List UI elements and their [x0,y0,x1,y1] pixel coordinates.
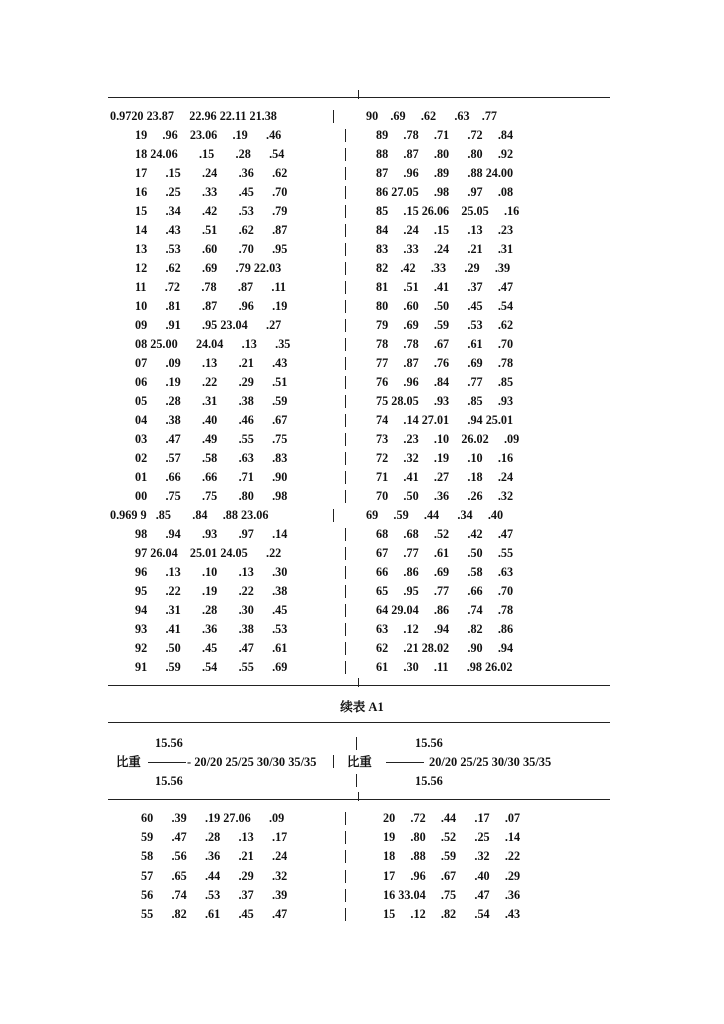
header-temp-top-right: 15.56 [415,736,443,750]
top-row-divider [345,224,346,237]
top-row-divider [345,490,346,503]
top-row-right: 88 .87 .80 .80 .92 [376,147,514,161]
top-row-divider [345,528,346,541]
top-row-left: 08 25.00 24.04 .13 .35 [135,337,291,351]
top-rule [108,97,610,98]
top-row-right: 62 .21 28.02 .90 .94 [376,641,514,655]
top-row-divider [345,566,346,579]
bottom-row-divider [345,831,346,844]
top-row-divider [345,243,346,256]
top-row-left: 93 .41 .36 .38 .53 [135,622,288,636]
top-row-right: 63 .12 .94 .82 .86 [376,622,514,636]
top-row-left: 01 .66 .66 .71 .90 [135,470,288,484]
header-divider-bottom [356,774,357,787]
header-temp-bottom-left: 15.56 [155,774,183,788]
header-fraction-line-right [386,762,424,763]
top-table-bottom-rule [108,685,610,686]
top-row-right: 84 .24 .15 .13 .23 [376,223,514,237]
top-row-left: 0.9720 23.87 22.96 22.11 21.38 [110,109,277,123]
header-divider-mid [333,755,334,768]
top-row-divider [345,186,346,199]
top-row-right: 65 .95 .77 .66 .70 [376,584,514,598]
top-row-divider [333,110,334,123]
top-row-divider [345,262,346,275]
top-row-divider [345,433,346,446]
top-row-left: 96 .13 .10 .13 .30 [135,565,288,579]
top-row-right: 70 .50 .36 .26 .32 [376,489,514,503]
top-row-divider [345,205,346,218]
top-row-left: 13 .53 .60 .70 .95 [135,242,288,256]
top-row-left: 02 .57 .58 .63 .83 [135,451,288,465]
top-row-divider [345,148,346,161]
top-row-right: 69 .59 .44 .34 .40 [366,508,504,522]
top-row-left: 17 .15 .24 .36 .62 [135,166,288,180]
top-row-right: 68 .68 .52 .42 .47 [376,527,514,541]
top-row-left: 09 .91 .95 23.04 .27 [135,318,282,332]
top-row-divider [345,642,346,655]
top-row-divider [345,623,346,636]
bottom-row-right: 20 .72 .44 .17 .07 [383,811,521,825]
top-row-right: 67 .77 .61 .50 .55 [376,546,514,560]
top-row-right: 79 .69 .59 .53 .62 [376,318,514,332]
top-row-divider [345,604,346,617]
top-row-left: 11 .72 .78 .87 .11 [135,280,286,294]
top-row-right: 87 .96 .89 .88 24.00 [376,166,514,180]
header-temp-top-left: 15.56 [155,736,183,750]
header-divider-top [356,737,357,750]
top-row-right: 72 .32 .19 .10 .16 [376,451,514,465]
top-row-divider [345,129,346,142]
bottom-row-divider [345,870,346,883]
top-row-divider [345,585,346,598]
top-row-divider [333,509,334,522]
header-columns-left: - 20/20 25/25 30/30 35/35 [187,755,317,769]
top-row-left: 97 26.04 25.01 24.05 .22 [135,546,282,560]
top-row-divider [345,338,346,351]
bottom-row-left: 57 .65 .44 .29 .32 [141,868,288,883]
header-bottom-tick [358,792,359,801]
top-row-left: 03 .47 .49 .55 .75 [135,432,288,446]
top-row-right: 76 .96 .84 .77 .85 [376,375,514,389]
top-row-right: 83 .33 .24 .21 .31 [376,242,514,256]
top-row-left: 06 .19 .22 .29 .51 [135,375,288,389]
bottom-row-right: 16 33.04 .75 .47 .36 [383,887,521,902]
top-row-left: 92 .50 .45 .47 .61 [135,641,288,655]
top-row-right: 73 .23 .10 26.02 .09 [376,432,520,446]
top-row-left: 19 .96 23.06 .19 .46 [135,128,282,142]
top-row-right: 81 .51 .41 .37 .47 [376,280,514,294]
header-label-right: 比重 [347,755,372,769]
top-row-right: 85 .15 26.06 25.05 .16 [376,204,520,218]
top-row-right: 64 29.04 .86 .74 .78 [376,603,514,617]
top-row-divider [345,452,346,465]
top-row-right: 77 .87 .76 .69 .78 [376,356,514,370]
bottom-row-left: 58 .56 .36 .21 .24 [141,849,288,864]
top-row-left: 91 .59 .54 .55 .69 [135,660,288,674]
top-row-left: 12 .62 .69 .79 22.03 [135,261,282,275]
top-row-left: 04 .38 .40 .46 .67 [135,413,288,427]
top-row-divider [345,661,346,674]
top-row-divider [345,414,346,427]
header-top-rule [108,722,610,723]
top-row-right: 71 .41 .27 .18 .24 [376,470,514,484]
top-row-divider [345,300,346,313]
top-row-right: 86 27.05 .98 .97 .08 [376,185,514,199]
top-row-divider [345,471,346,484]
header-columns-right: 20/20 25/25 30/30 35/35 [429,755,552,769]
top-row-left: 95 .22 .19 .22 .38 [135,584,288,598]
bottom-row-divider [345,812,346,825]
top-row-right: 66 .86 .69 .58 .63 [376,565,514,579]
top-row-divider [345,357,346,370]
top-row-divider [345,376,346,389]
header-fraction-line-left [148,762,186,763]
header-temp-bottom-right: 15.56 [415,774,443,788]
top-row-left: 07 .09 .13 .21 .43 [135,356,288,370]
top-row-right: 78 .78 .67 .61 .70 [376,337,514,351]
bottom-row-left: 55 .82 .61 .45 .47 [141,907,288,921]
top-row-left: 18 24.06 .15 .28 .54 [135,147,285,161]
top-row-divider [345,319,346,332]
bottom-row-right: 15 .12 .82 .54 .43 [383,907,521,921]
bottom-row-left: 60 .39 .19 27.06 .09 [141,811,285,825]
top-row-divider [345,167,346,180]
bottom-row-divider [345,889,346,902]
top-row-left: 0.969 9 .85 .84 .88 23.06 [110,508,269,522]
header-label-left: 比重 [116,755,141,769]
bottom-row-left: 59 .47 .28 .13 .17 [141,830,288,845]
bottom-row-right: 18 .88 .59 .32 .22 [383,849,521,864]
top-row-left: 15 .34 .42 .53 .79 [135,204,288,218]
bottom-row-divider [345,850,346,863]
top-row-left: 16 .25 .33 .45 .70 [135,185,288,199]
top-row-divider [345,281,346,294]
top-row-left: 10 .81 .87 .96 .19 [135,299,288,313]
top-row-left: 14 .43 .51 .62 .87 [135,223,288,237]
top-row-left: 00 .75 .75 .80 .98 [135,489,288,503]
table-caption: 续表 A1 [340,700,384,714]
bottom-row-right: 17 .96 .67 .40 .29 [383,868,521,883]
top-table-bottom-tick [358,678,359,687]
top-rule-tick [358,90,359,99]
top-row-left: 05 .28 .31 .38 .59 [135,394,288,408]
top-row-right: 82 .42 .33 .29 .39 [376,261,511,275]
top-row-left: 94 .31 .28 .30 .45 [135,603,288,617]
header-bottom-rule [108,799,610,800]
top-row-right: 74 .14 27.01 .94 25.01 [376,413,514,427]
bottom-row-right: 19 .80 .52 .25 .14 [383,830,521,845]
top-row-divider [345,395,346,408]
top-row-divider [345,547,346,560]
top-row-right: 75 28.05 .93 .85 .93 [376,394,514,408]
top-row-right: 90 .69 .62 .63 .77 [366,109,498,123]
bottom-row-left: 56 .74 .53 .37 .39 [141,887,288,902]
top-row-left: 98 .94 .93 .97 .14 [135,527,288,541]
top-row-right: 80 .60 .50 .45 .54 [376,299,514,313]
top-row-right: 61 .30 .11 .98 26.02 [376,660,513,674]
bottom-row-divider [345,908,346,921]
top-row-right: 89 .78 .71 .72 .84 [376,128,514,142]
